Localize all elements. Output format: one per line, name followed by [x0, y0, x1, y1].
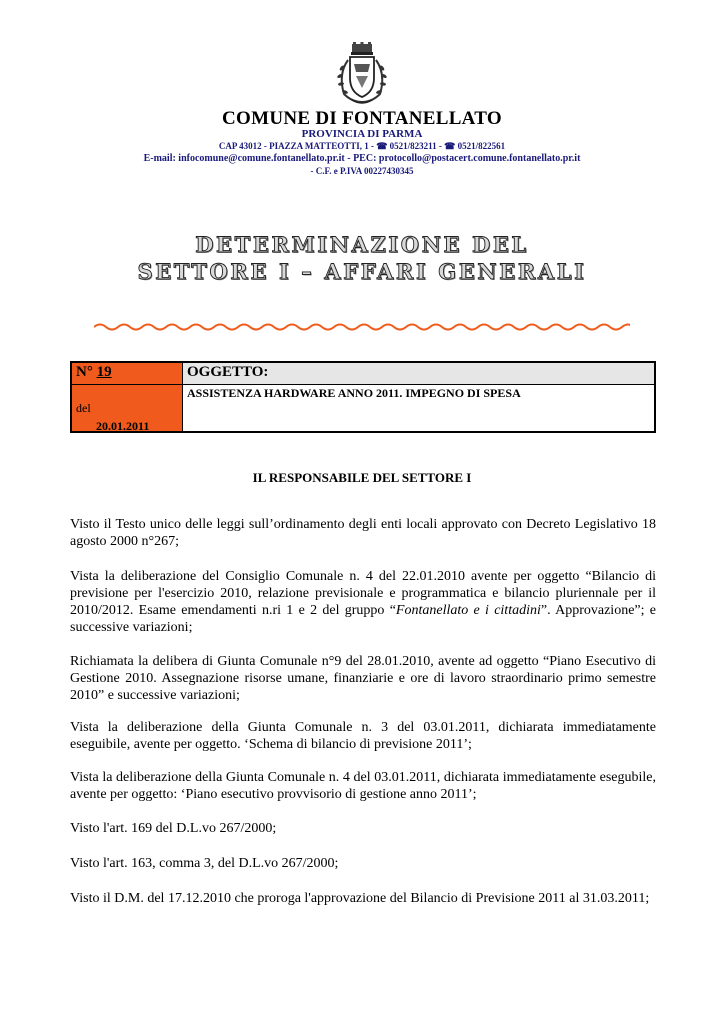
email-line: E-mail: infocomune@comune.fontanellato.pr.it - PEC: protocollo@postacert.comune.fontanellato.pr.it: [143, 153, 581, 164]
paragraph-giunta-peg: Richiamata la delibera di Giunta Comunale n°9 del 28.01.2010, avente ad oggetto “Piano Esecutivo di Gestione 2010. Assegnazione risorse umane, finanziarie e ore di lavoro straordinario primo semestre 2010” e successive variazioni;: [70, 654, 656, 703]
wave-divider: [94, 322, 630, 332]
oggetto-label: OGGETTO:: [183, 363, 654, 385]
determination-box: [70, 361, 656, 433]
responsabile-heading: IL RESPONSABILE DEL SETTORE I: [252, 470, 472, 485]
provincia-line: PROVINCIA DI PARMA: [301, 128, 423, 140]
number-cell: [72, 363, 183, 385]
number-prefix: N°: [76, 364, 97, 380]
paragraph-giunta-3: Vista la deliberazione della Giunta Comunale n. 3 del 03.01.2011, dichiarata immediatamente eseguibile, avente per oggetto. ‘Schema di bilancio di previsione 2011’;: [70, 720, 656, 752]
paragraph-giunta-4: Vista la deliberazione della Giunta Comunale n. 4 del 03.01.2011, dichiarata immediatamente esegubile, avente per oggetto: ‘Piano esecutivo provvisorio di gestione anno 2011’;: [70, 770, 656, 802]
italic-group-name: Fontanellato e i cittadini: [395, 603, 541, 618]
document-title-line-1: DETERMINAZIONE DEL: [195, 232, 529, 257]
comune-title: COMUNE DI FONTANELLATO: [221, 108, 502, 129]
paragraph-art-163: Visto l'art. 163, comma 3, del D.L.vo 267/2000;: [70, 856, 339, 871]
document-title-line-2: SETTORE I – AFFARI GENERALI: [137, 259, 587, 284]
date-cell: [72, 385, 183, 431]
paragraph-testo-unico: Visto il Testo unico delle leggi sull’ordinamento degli enti locali approvato con Decreto Legislativo 18 agosto 2000 n°267;: [70, 517, 656, 549]
cf-piva-line: - C.F. e P.IVA 00227430345: [310, 166, 414, 176]
paragraph-dm: Visto il D.M. del 17.12.2010 che proroga l'approvazione del Bilancio di Previsione 2011 al 31.03.2011;: [70, 891, 650, 906]
paragraph-consiglio: Vista la deliberazione del Consiglio Comunale n. 4 del 22.01.2010 avente per oggetto “Bilancio di previsione per l'esercizio 2010, relazione previsionale e programmatica e bilancio pluriennale per il 2010/2012. Esame emendamenti n.ri 1 e 2 del gruppo “Fontanellato e i cittadini”. Approvazione”; e successive variazioni;: [70, 569, 657, 635]
paragraph-art-169: Visto l'art. 169 del D.L.vo 267/2000;: [70, 821, 277, 836]
address-line: CAP 43012 - PIAZZA MATTEOTTI, 1 - ☎ 0521/823211 - ☎ 0521/822561: [218, 141, 506, 151]
oggetto-text: ASSISTENZA HARDWARE ANNO 2011. IMPEGNO DI SPESA: [187, 386, 521, 400]
date-value: 20.01.2011: [96, 419, 150, 433]
coat-of-arms-icon: [334, 42, 390, 106]
number-value: 19: [96, 364, 112, 380]
date-label: del: [76, 401, 91, 415]
